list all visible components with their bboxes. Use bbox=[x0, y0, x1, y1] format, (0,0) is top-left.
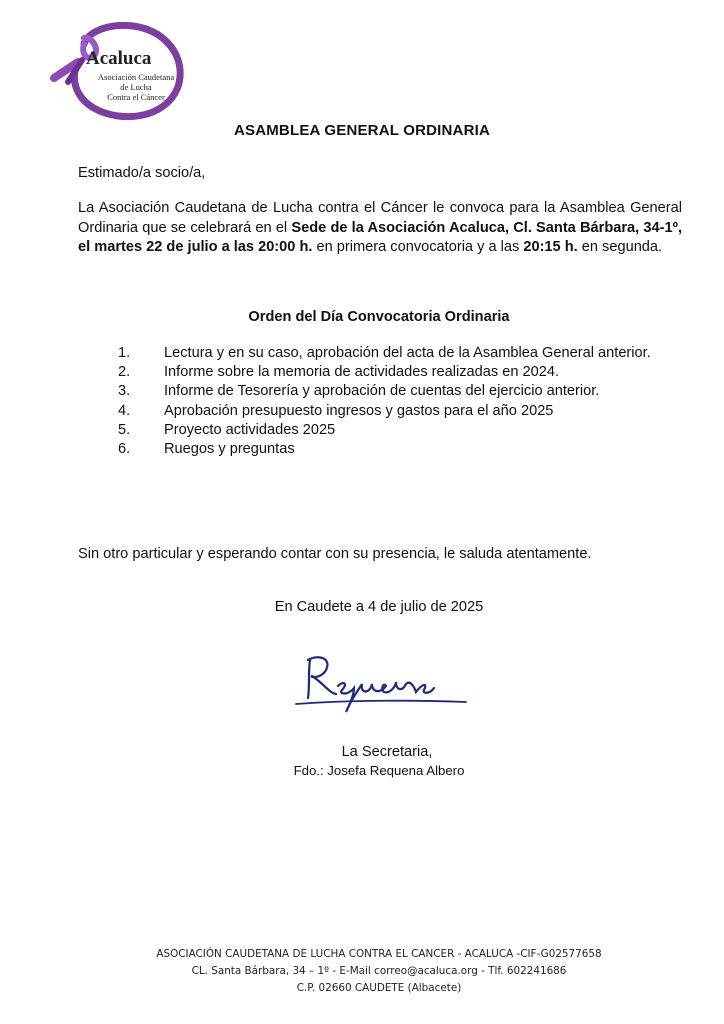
signer-name: Fdo.: Josefa Requena Albero bbox=[293, 763, 465, 778]
logo-brand-name: Acaluca bbox=[86, 48, 152, 69]
footer-line: CL. Santa Bárbara, 34 – 1º - E-Mail correo@acaluca.org - Tlf. 602241686 bbox=[191, 965, 567, 977]
greeting: Estimado/a socio/a, bbox=[78, 165, 206, 181]
agenda-item-number: 3. bbox=[118, 383, 131, 400]
agenda-item-text: Ruegos y preguntas bbox=[164, 441, 295, 458]
document-title: ASAMBLEA GENERAL ORDINARIA bbox=[233, 122, 491, 139]
agenda-item bbox=[118, 382, 698, 401]
logo-tagline-line: de Lucha bbox=[120, 82, 152, 92]
agenda-item-text: Lectura y en su caso, aprobación del acta de la Asamblea General anterior. bbox=[164, 345, 651, 361]
footer-line: ASOCIACIÓN CAUDETANA DE LUCHA CONTRA EL CANCER - ACALUCA -CIF-G02577658 bbox=[156, 948, 602, 960]
agenda-item bbox=[118, 363, 698, 382]
agenda-item-number: 2. bbox=[118, 364, 131, 381]
logo-tagline-line: Asociación Caudetana bbox=[97, 72, 175, 82]
body-text: La Asociación Caudetana de Lucha contra el Cáncer le convoca para la Asamblea General Ordinaria que se celebrará en el bbox=[78, 200, 682, 236]
handwritten-signature bbox=[288, 650, 468, 716]
body-text: en segunda. bbox=[577, 239, 663, 255]
signer-role: La Secretaria, bbox=[341, 744, 433, 760]
closing-sentence: Sin otro particular y esperando contar con su presencia, le saluda atentamente. bbox=[78, 546, 592, 562]
body-bold-location: Sede de la Asociación Acaluca, Cl. Santa Bárbara, 34-1º, el martes 22 de julio a las 20:00 h. bbox=[78, 219, 682, 255]
body-bold-time: 20:15 h. bbox=[523, 239, 578, 255]
logo-tagline-line: Contra el Cáncer bbox=[107, 92, 165, 102]
agenda-item-number: 1. bbox=[118, 345, 131, 361]
agenda-item-number: 5. bbox=[118, 421, 131, 438]
logo-tagline bbox=[88, 72, 184, 102]
agenda-item bbox=[118, 440, 698, 459]
agenda-item-text: Informe sobre la memoria de actividades realizadas en 2024. bbox=[164, 364, 560, 381]
footer-line: C.P. 02660 CAUDETE (Albacete) bbox=[296, 982, 462, 994]
acaluca-logo bbox=[48, 22, 188, 122]
agenda-list bbox=[118, 344, 698, 459]
agenda-item-text: Aprobación presupuesto ingresos y gastos para el año 2025 bbox=[164, 402, 554, 419]
agenda-item bbox=[118, 344, 698, 363]
agenda-item-number: 4. bbox=[118, 402, 131, 419]
convocation-paragraph bbox=[78, 199, 682, 258]
agenda-item bbox=[118, 402, 698, 421]
agenda-title: Orden del Día Convocatoria Ordinaria bbox=[248, 309, 510, 325]
place-date: En Caudete a 4 de julio de 2025 bbox=[274, 599, 484, 615]
agenda-item-text: Proyecto actividades 2025 bbox=[164, 421, 336, 438]
body-text: en primera convocatoria y a las bbox=[312, 239, 524, 255]
agenda-item-text: Informe de Tesorería y aprobación de cuentas del ejercicio anterior. bbox=[164, 383, 600, 400]
agenda-item bbox=[118, 421, 698, 440]
agenda-item-number: 6. bbox=[118, 441, 131, 458]
footer bbox=[0, 946, 724, 997]
